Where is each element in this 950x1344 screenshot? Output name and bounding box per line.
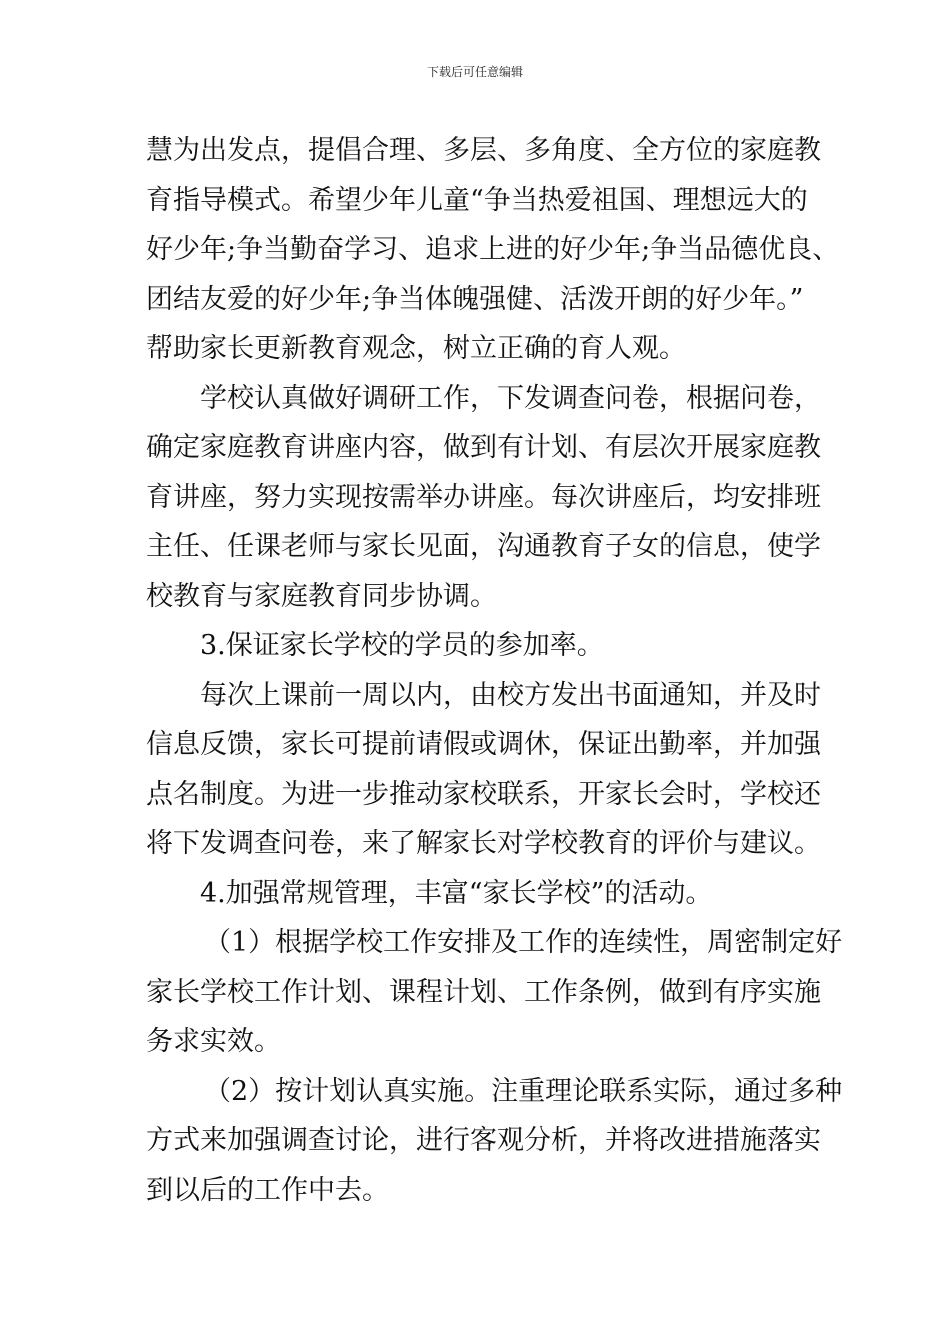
text-line: 团结友爱的好少年;争当体魄强健、活泼开朗的好少年。” — [146, 283, 804, 315]
text-line: 校教育与家庭教育同步协调。 — [146, 580, 497, 612]
text-line: 主任、任课老师与家长见面，沟通教育子女的信息，使学 — [146, 531, 821, 562]
text-line: 到以后的工作中去。 — [146, 1174, 389, 1206]
text-line: 育讲座，努力实现按需举办讲座。每次讲座后，均安排班 — [146, 481, 821, 513]
text-line: 点名制度。为进一步推动家校联系，开家长会时，学校还 — [146, 778, 821, 810]
text-line: 好少年;争当勤奋学习、追求上进的好少年;争当品德优良、 — [146, 234, 840, 265]
text-line: 慧为出发点，提倡合理、多层、多角度、全方位的家庭教 — [146, 135, 821, 166]
list-item: （1）根据学校工作安排及工作的连续性，周密制定好 — [204, 927, 843, 958]
text-line: 信息反馈，家长可提前请假或调休，保证出勤率，并加强 — [146, 729, 821, 760]
list-item: （2）按计划认真实施。注重理论联系实际，通过多种 — [204, 1075, 843, 1107]
section-heading: 3.保证家长学校的学员的参加率。 — [200, 630, 604, 661]
section-heading: 4.加强常规管理，丰富“家长学校”的活动。 — [200, 877, 713, 909]
text-line: 育指导模式。希望少年儿童“争当热爱祖国、理想远大的 — [146, 184, 808, 216]
text-line: 学校认真做好调研工作，下发调查问卷，根据问卷， — [200, 382, 821, 414]
text-line: 每次上课前一周以内，由校方发出书面通知，并及时 — [200, 679, 821, 711]
page-header: 下载后可任意编辑 — [426, 65, 523, 79]
document-body — [146, 126, 843, 1215]
text-line: 帮助家长更新教育观念，树立正确的育人观。 — [146, 333, 686, 364]
text-line: 方式来加强调查讨论，进行客观分析，并将改进措施落实 — [146, 1125, 821, 1156]
text-line: 确定家庭教育讲座内容，做到有计划、有层次开展家庭教 — [146, 432, 821, 463]
text-line: 家长学校工作计划、课程计划、工作条例，做到有序实施 — [146, 976, 821, 1008]
text-line: 将下发调查问卷，来了解家长对学校教育的评价与建议。 — [146, 828, 821, 859]
text-line: 务求实效。 — [146, 1026, 281, 1057]
